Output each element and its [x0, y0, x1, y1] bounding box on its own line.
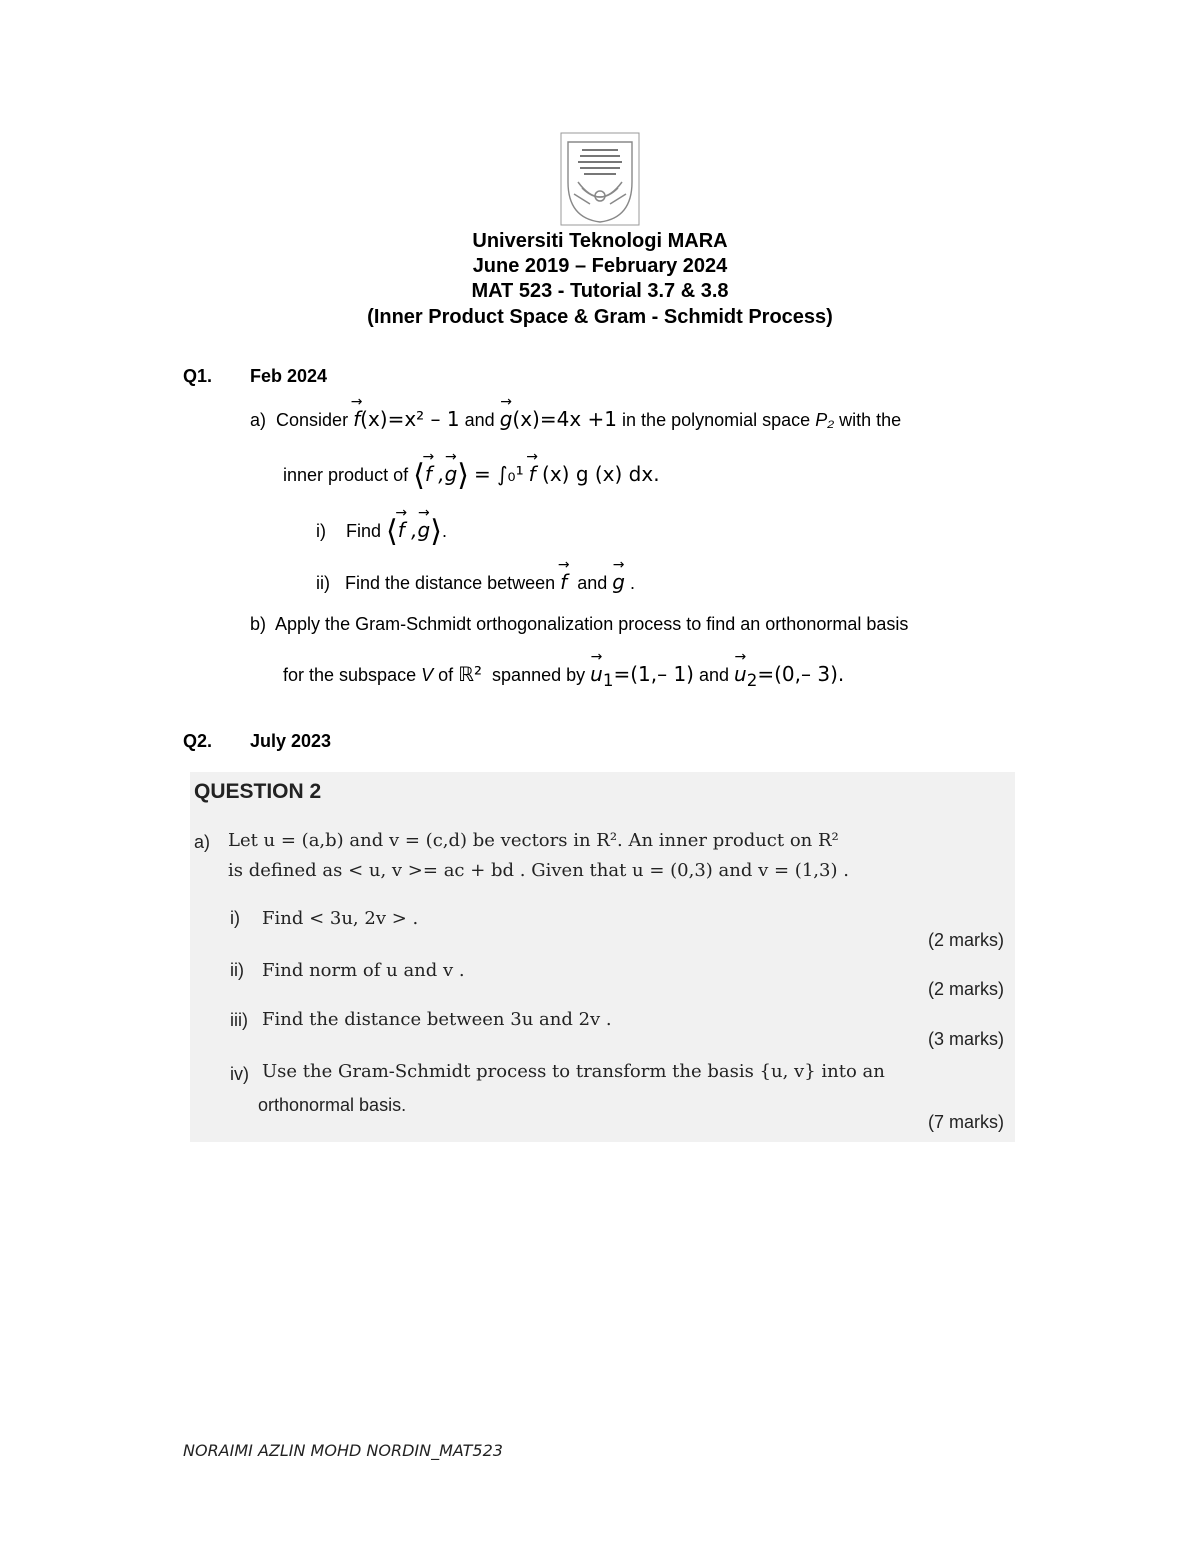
subspace-v: V	[421, 665, 434, 685]
q2-part-ii-marks: (2 marks)	[928, 979, 1004, 999]
integral-expression: = ∫₀¹	[474, 462, 524, 486]
q2-part-i-text: Find < 3u, 2v > .	[262, 908, 419, 929]
q1b-line1	[250, 614, 908, 635]
part-i-marker: i)	[316, 521, 326, 541]
q1b-text: Apply the Gram-Schmidt orthogonalization process to find an orthonormal basis	[275, 614, 909, 634]
q2-source: July 2023	[250, 731, 332, 751]
q1b-marker: b)	[250, 614, 267, 634]
topic-title: (Inner Product Space & Gram - Schmidt Process)	[367, 306, 833, 328]
scanned-question-image	[190, 772, 1015, 1142]
q2-part-iv-text: Use the Gram-Schmidt process to transform the basis {u, v} into an	[262, 1061, 885, 1082]
q2a-marker: a)	[194, 832, 211, 852]
right-angle-icon: ⟩	[457, 458, 469, 493]
q1b-line2: for the subspace V of ℝ² spanned by → $u_1=(1,-$ 1) and → $u_2=(0,-$ 3).	[283, 662, 844, 690]
q1b-subspace-text: for the subspace	[283, 665, 417, 685]
q2-part-i-marker: i)	[230, 908, 240, 928]
university-name: Universiti Teknologi MARA	[472, 230, 728, 252]
q2-part-iii-marks: (3 marks)	[928, 1029, 1004, 1049]
q1-label: Q1.	[183, 366, 213, 386]
q2-part-ii-text: Find norm of u and v .	[262, 960, 465, 981]
u1-value: =(1,– 1)	[613, 662, 694, 686]
q1a-space-text: in the polynomial space	[622, 410, 811, 430]
q2-part-iii-text: Find the distance between 3u and 2v .	[262, 1009, 612, 1030]
q1b-spanned: spanned by	[492, 665, 586, 685]
part-ii-text: Find the distance between	[345, 573, 556, 593]
part-i-text: Find	[346, 521, 382, 541]
q1a-line2: inner product of ⟨→ f ,→ g⟩ = ∫₀¹ → f (x) g (x) dx.	[283, 458, 660, 493]
f-vector: → f	[353, 407, 360, 431]
u2-value: =(0,– 3).	[757, 662, 845, 686]
q2a-line2: is defined as < u, v >= ac + bd . Given that u = (0,3) and v = (1,3) .	[228, 860, 849, 881]
q1a-part-i: i) Find ⟨→ f ,→ g⟩.	[316, 514, 447, 549]
university-logo	[560, 132, 640, 226]
q2-part-iv-text2: orthonormal basis.	[258, 1095, 407, 1115]
q2-part-iv-marks: (7 marks)	[928, 1112, 1004, 1132]
q2-part-iii-marker: iii)	[230, 1010, 248, 1030]
g-definition: (x)=4x +1	[512, 407, 618, 431]
left-angle-icon: ⟨	[413, 458, 425, 493]
q1a-part-ii: ii) Find the distance between → f and → g .	[316, 570, 635, 594]
q2-label: Q2.	[183, 731, 213, 751]
q2-part-iv-marker: iv)	[230, 1064, 249, 1084]
polynomial-space: P₂	[815, 410, 835, 430]
q1a-inner-product-text: inner product of	[283, 465, 409, 485]
q1a-with-the: with the	[839, 410, 902, 430]
integrand-expression: (x) g (x) dx.	[542, 462, 660, 486]
q1a-line1	[250, 407, 901, 431]
q2a-line1: Let u = (a,b) and v = (c,d) be vectors in R². An inner product on R²	[228, 830, 839, 851]
g-vector: → g	[500, 407, 513, 431]
q1a-marker: a)	[250, 410, 267, 430]
q1a-and: and	[464, 410, 495, 430]
q2-part-i-marks: (2 marks)	[928, 930, 1004, 950]
q2-part-ii-marker: ii)	[230, 960, 244, 980]
r2-symbol: ℝ²	[458, 662, 483, 686]
q1b-of: of	[438, 665, 454, 685]
q1-source: Feb 2024	[250, 366, 328, 386]
q1b-and: and	[698, 665, 730, 685]
q1a-consider: Consider	[276, 410, 349, 430]
question-heading: QUESTION 2	[194, 780, 322, 803]
page-footer: NORAIMI AZLIN MOHD NORDIN_MAT523	[183, 1441, 503, 1460]
part-ii-marker: ii)	[316, 573, 330, 593]
session-range: June 2019 – February 2024	[472, 255, 728, 277]
part-ii-and: and	[577, 573, 608, 593]
f-definition: (x)=x² – 1	[360, 407, 460, 431]
course-title: MAT 523 - Tutorial 3.7 & 3.8	[471, 280, 729, 302]
